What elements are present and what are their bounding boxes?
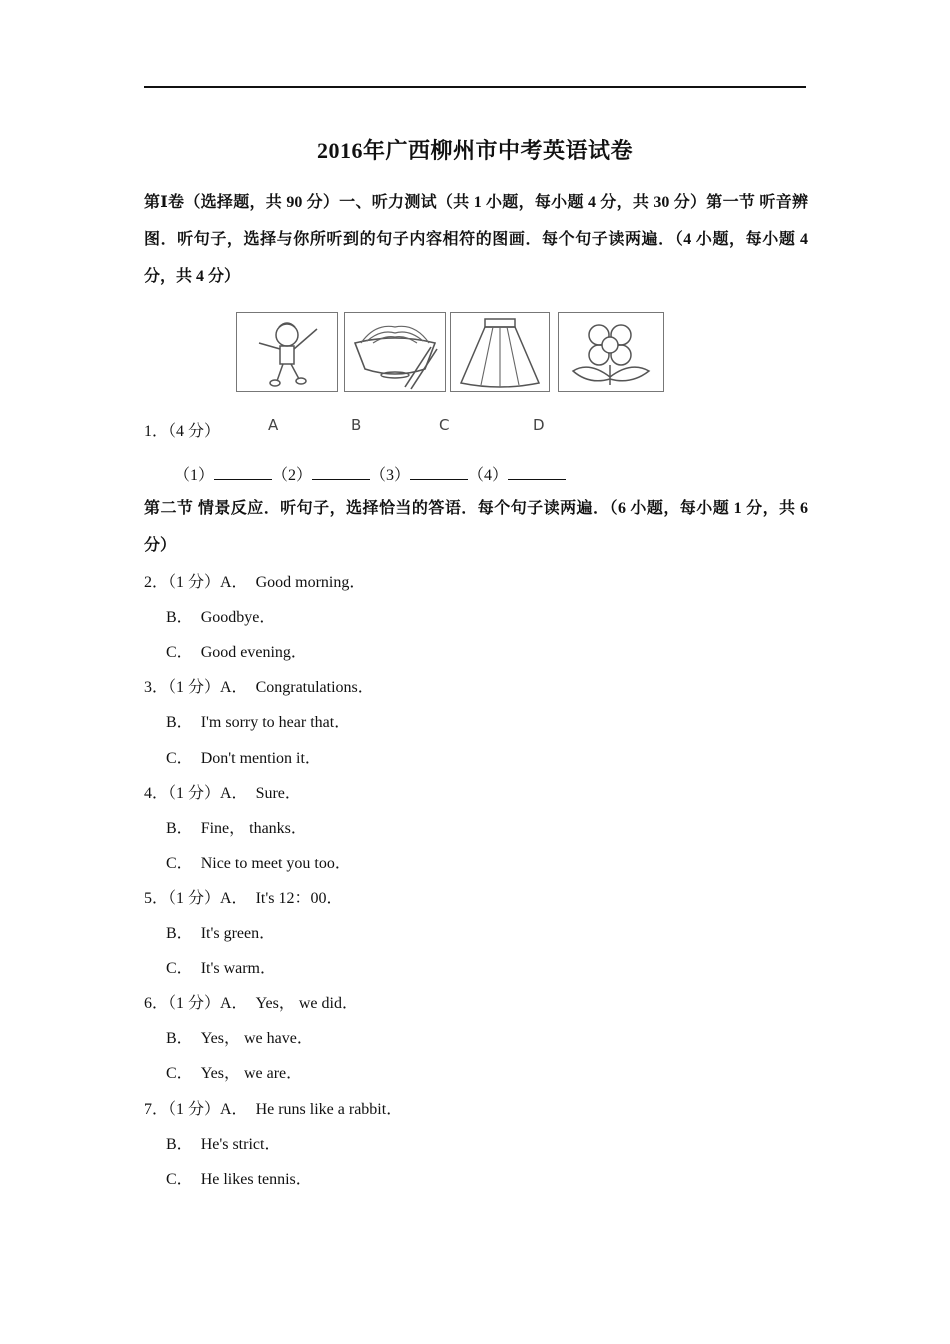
- option-b-text: It's green．: [200, 925, 276, 942]
- option-b-text: Goodbye．: [200, 609, 276, 627]
- question-5-row-b: [166, 920, 275, 943]
- question-2-row-c: [166, 639, 307, 662]
- option-b-label: B．: [166, 609, 193, 627]
- noodle-bowl-icon: [344, 312, 446, 392]
- section1-intro: 第Ⅰ卷（选择题，共 90 分）一、听力测试（共 1 小题，每小题 4 分，共 30 分）第一节 听音辨图．听句子，选择与你所听到的句子内容相符的图画．每个句子读两遍．（4 小题，每小题 4 分，共 4 分）: [144, 194, 808, 285]
- question-number: 2．（1 分）A．: [144, 574, 248, 591]
- option-a-text: Yes， we did．: [255, 995, 358, 1013]
- option-a-text: Congratulations．: [255, 679, 374, 697]
- blank-label-2: （2）: [272, 467, 313, 484]
- question-4-row-a: [144, 780, 301, 803]
- blank-label-3: （3）: [370, 467, 411, 484]
- answer-blank-1[interactable]: [214, 465, 272, 480]
- section2-intro: 第二节 情景反应．听句子，选择恰当的答语．每个句子读两遍．（6 小题，每小题 1 分，共 6 分）: [144, 500, 808, 554]
- question-number: 6．（1 分）A．: [144, 995, 248, 1013]
- answer-blank-4[interactable]: [508, 465, 566, 480]
- question-7-row-c: [166, 1166, 312, 1189]
- question-number: 4．（1 分）A．: [144, 784, 248, 802]
- option-c-text: Yes， we are．: [200, 1065, 303, 1083]
- question-number: 5．（1 分）A．: [144, 889, 248, 907]
- question-5-row-a: [144, 885, 342, 908]
- option-a-text: Good morning．: [255, 574, 366, 591]
- option-c-label: C．: [166, 644, 193, 662]
- option-c-label: C．: [166, 960, 193, 978]
- answer-blank-3[interactable]: [410, 465, 468, 480]
- option-c-text: Don't mention it．: [200, 749, 321, 767]
- question-7-row-b: [166, 1131, 280, 1154]
- question-3-row-c: [166, 745, 321, 768]
- option-c-text: Nice to meet you too．: [200, 854, 351, 872]
- option-b-label: B．: [166, 1030, 193, 1048]
- q1-option-a: A: [268, 416, 279, 434]
- option-b-text: He's strict．: [200, 1135, 281, 1153]
- skirt-icon: [450, 312, 550, 392]
- flower-icon: [558, 312, 664, 392]
- option-a-text: He runs like a rabbit．: [255, 1100, 403, 1118]
- question-6-row-b: [166, 1025, 313, 1048]
- question-2-row-b: [166, 604, 275, 627]
- question-5-row-c: [166, 955, 276, 978]
- option-b-label: B．: [166, 714, 193, 732]
- question-3-row-a: [144, 674, 374, 697]
- question-6-row-a: [144, 990, 358, 1013]
- option-b-text: Fine， thanks．: [200, 819, 307, 837]
- blank-label-1: （1）: [174, 467, 215, 484]
- answer-blank-2[interactable]: [312, 465, 370, 480]
- option-c-label: C．: [166, 1170, 193, 1188]
- question-number: 3．（1 分）A．: [144, 679, 248, 697]
- question-6-row-c: [166, 1060, 302, 1083]
- option-c-label: C．: [166, 854, 193, 872]
- question-4-row-b: [166, 815, 307, 838]
- dancing-boy-icon: [236, 312, 338, 392]
- blank-label-4: （4）: [468, 467, 509, 484]
- q1-option-b: B: [351, 416, 362, 434]
- top-rule: [144, 86, 806, 88]
- option-a-text: It's 12：00．: [255, 889, 343, 907]
- q1-option-c: C: [439, 416, 450, 434]
- question-number: 7．（1 分）A．: [144, 1100, 248, 1118]
- option-b-label: B．: [166, 925, 193, 942]
- q1-label: 1．（4 分）: [144, 423, 221, 440]
- option-b-text: Yes， we have．: [200, 1030, 313, 1048]
- option-c-text: He likes tennis．: [200, 1170, 312, 1188]
- option-c-label: C．: [166, 1065, 193, 1083]
- question-7-row-a: [144, 1096, 402, 1119]
- page-title: 2016年广西柳州市中考英语试卷: [316, 138, 633, 163]
- option-c-text: It's warm．: [200, 960, 277, 978]
- option-c-text: Good evening．: [200, 644, 307, 662]
- question-4-row-c: [166, 850, 351, 873]
- question-3-row-b: [166, 709, 350, 732]
- q1-option-d: D: [533, 416, 545, 434]
- question-2-row-a: [144, 569, 365, 592]
- option-b-label: B．: [166, 819, 193, 837]
- option-b-text: I'm sorry to hear that．: [200, 714, 351, 732]
- option-a-text: Sure．: [255, 784, 301, 802]
- q1-answer-blanks: [174, 462, 566, 485]
- option-c-label: C．: [166, 749, 193, 767]
- option-b-label: B．: [166, 1135, 193, 1153]
